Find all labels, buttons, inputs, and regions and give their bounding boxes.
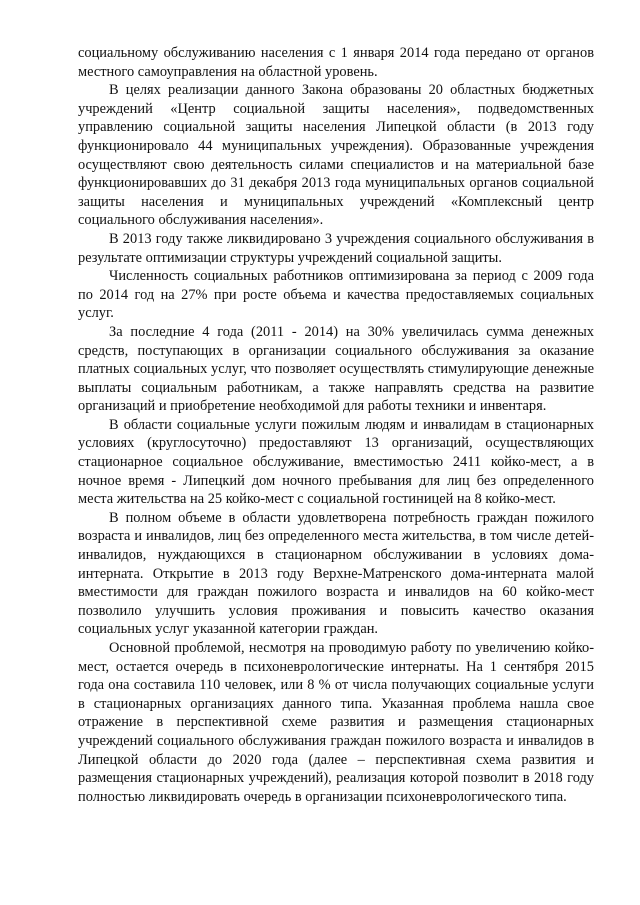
paragraph-demand: В полном объеме в области удовлетворена потребность граждан пожилого возраста и инвалидов, лиц без определенного места жительства, в том числе детей-инвалидов, нуждающихся в стационарном обслуживании в условиях дома-интерната. Открытие в 2013 году Верхне-Матренского дома-интерната малой вместимости для граждан пожилого возраста и инвалидов на 60 койко-мест позволило улучшить условия проживания и повысить качество оказания социальных услуг указанной категории граждан.	[78, 509, 594, 638]
paragraph-continuation: социальному обслуживанию населения с 1 января 2014 года передано от органов местного самоуправления на областной уровень.	[78, 45, 594, 80]
paragraph-stationary: В области социальные услуги пожилым людям и инвалидам в стационарных условиях (круглосуточно) предоставляют 13 организаций, осуществляющих стационарное социальное обслуживание, вместимостью 2411 койко-мест, а в ночное время - Липецкий дом ночного пребывания для лиц без определенного места жительства на 25 койко-мест с социальной гостиницей на 8 койко-мест.	[78, 416, 594, 508]
document-page	[78, 44, 594, 806]
paragraph-workers: Численность социальных работников оптимизирована за период с 2009 года по 2014 год на 27% при росте объема и качества предоставляемых социальных услуг.	[78, 268, 594, 322]
paragraph-institutions: В целях реализации данного Закона образованы 20 областных бюджетных учреждений «Центр социальной защиты населения», подведомственных управлению социальной защиты населения Липецкой области (в 2013 году функционировало 44 муниципальных учреждения). Образованные учреждения осуществляют свою деятельность силами специалистов и на материальной базе функционировавших до 31 декабря 2013 года муниципальных органов социальной защиты населения и муниципальных учреждений «Комплексный центр социального обслуживания населения».	[78, 82, 594, 229]
paragraph-problem: Основной проблемой, несмотря на проводимую работу по увеличению койко-мест, остается очередь в психоневрологические интернаты. На 1 сентября 2015 года она составила 110 человек, или 8 % от числа получающих социальные услуги в стационарных организациях данного типа. Указанная проблема нашла свое отражение в перспективной схеме развития и размещения стационарных учреждений социального обслуживания граждан пожилого возраста и инвалидов в Липецкой области до 2020 года (далее – перспективная схема развития и размещения стационарных учреждений), реализация которой позволит в 2018 году полностью ликвидировать очередь в организации психоневрологического типа.	[78, 640, 594, 805]
paragraph-liquidation: В 2013 году также ликвидировано 3 учреждения социального обслуживания в результате оптимизации структуры учреждений социальной защиты.	[78, 230, 594, 266]
paragraph-funds: За последние 4 года (2011 - 2014) на 30% увеличилась сумма денежных средств, поступающих в организации социального обслуживания за оказание платных социальных услуг, что позволяет осуществлять стимулирующие денежные выплаты социальным работникам, а также направлять средства на развитие организаций и приобретение необходимой для работы техники и инвентаря.	[78, 323, 594, 415]
